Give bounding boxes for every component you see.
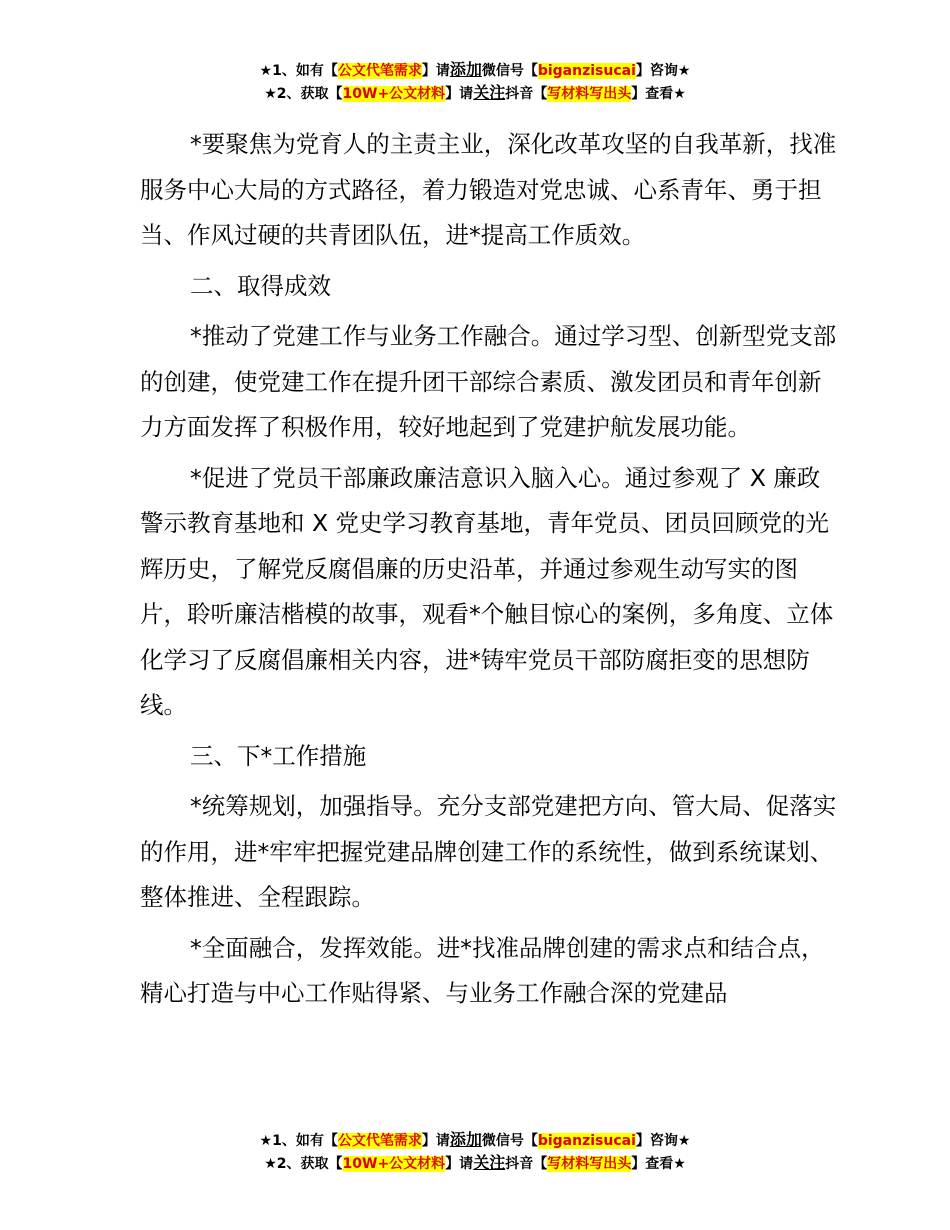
banner-underlined: 添加 (449, 1130, 482, 1149)
paragraph: *推动了党建工作与业务工作融合。通过学习型、创新型党支部的创建，使党建工作在提升团干部综合素质、激发团员和青年创新力方面发挥了积极作用，较好地起到了党建护航发展功能。 (140, 322, 837, 441)
banner-highlight: 公文代笔需求 (337, 63, 422, 79)
banner-highlight: 10W+公文材料 (342, 86, 446, 102)
banner-text: 】咨询★ (635, 63, 691, 79)
banner-line-2 (0, 1152, 950, 1175)
banner-text: ★1、如有【 (259, 63, 338, 79)
banner-line-1 (0, 1129, 950, 1152)
banner-highlight: 写材料写出头 (547, 86, 632, 102)
banner-text: ★2、获取【 (264, 86, 343, 102)
banner-text: 】查看★ (631, 86, 686, 102)
banner-highlight: 写材料写出头 (547, 1156, 632, 1172)
paragraph: *要聚焦为党育人的主责主业，深化改革攻坚的自我革新，找准服务中心大局的方式路径，着力锻造对党忠诚、心系青年、勇于担当、作风过硬的共青团队伍，进*提高工作质效。 (140, 130, 837, 249)
banner-line-1 (0, 59, 950, 82)
banner-text: 微信号【 (481, 1133, 538, 1149)
section-heading: 二、取得成效 (190, 271, 331, 300)
section-heading: 三、下*工作措施 (190, 741, 367, 770)
banner-highlight: biganzisucai (537, 1133, 636, 1149)
footer-banner (0, 1129, 950, 1175)
banner-text: 】请 (421, 63, 450, 79)
banner-text: 微信号【 (481, 63, 538, 79)
paragraph: *全面融合，发挥效能。进*找准品牌创建的需求点和结合点，精心打造与中心工作贴得紧、与业务工作融合深的党建品 (140, 933, 825, 1007)
banner-underlined: 关注 (473, 83, 506, 102)
paragraph: *统筹规划，加强指导。充分支部党建把方向、管大局、促落实的作用，进*牢牢把握党建品牌创建工作的系统性，做到系统谋划、整体推进、全程跟踪。 (140, 792, 837, 911)
banner-line-2 (0, 82, 950, 105)
banner-text: 】请 (445, 1156, 474, 1172)
banner-text: ★1、如有【 (259, 1133, 338, 1149)
banner-text: 】请 (421, 1133, 450, 1149)
header-banner (0, 59, 950, 105)
banner-text: ★2、获取【 (264, 1156, 343, 1172)
banner-highlight: 10W+公文材料 (342, 1156, 446, 1172)
banner-text: 】请 (445, 86, 474, 102)
banner-text: 抖音【 (505, 1156, 548, 1172)
banner-text: 抖音【 (505, 86, 548, 102)
banner-underlined: 添加 (449, 60, 482, 79)
banner-highlight: 公文代笔需求 (337, 1133, 422, 1149)
banner-underlined: 关注 (473, 1153, 506, 1172)
banner-text: 】咨询★ (635, 1133, 691, 1149)
paragraph: *促进了党员干部廉政廉洁意识入脑入心。通过参观了 X 廉政警示教育基地和 X 党史学习教育基地，青年党员、团员回顾党的光辉历史，了解党反腐倡廉的历史沿革，并通过参观生动写实的图片，聆听廉洁楷模的故事，观看*个触目惊心的案例，多角度、立体化学习了反腐倡廉相关内容，进*铸牢党员干部防腐拒变的思想防线。 (140, 463, 834, 719)
banner-highlight: biganzisucai (537, 63, 636, 79)
banner-text: 】查看★ (631, 1156, 686, 1172)
document-body (140, 122, 840, 1022)
